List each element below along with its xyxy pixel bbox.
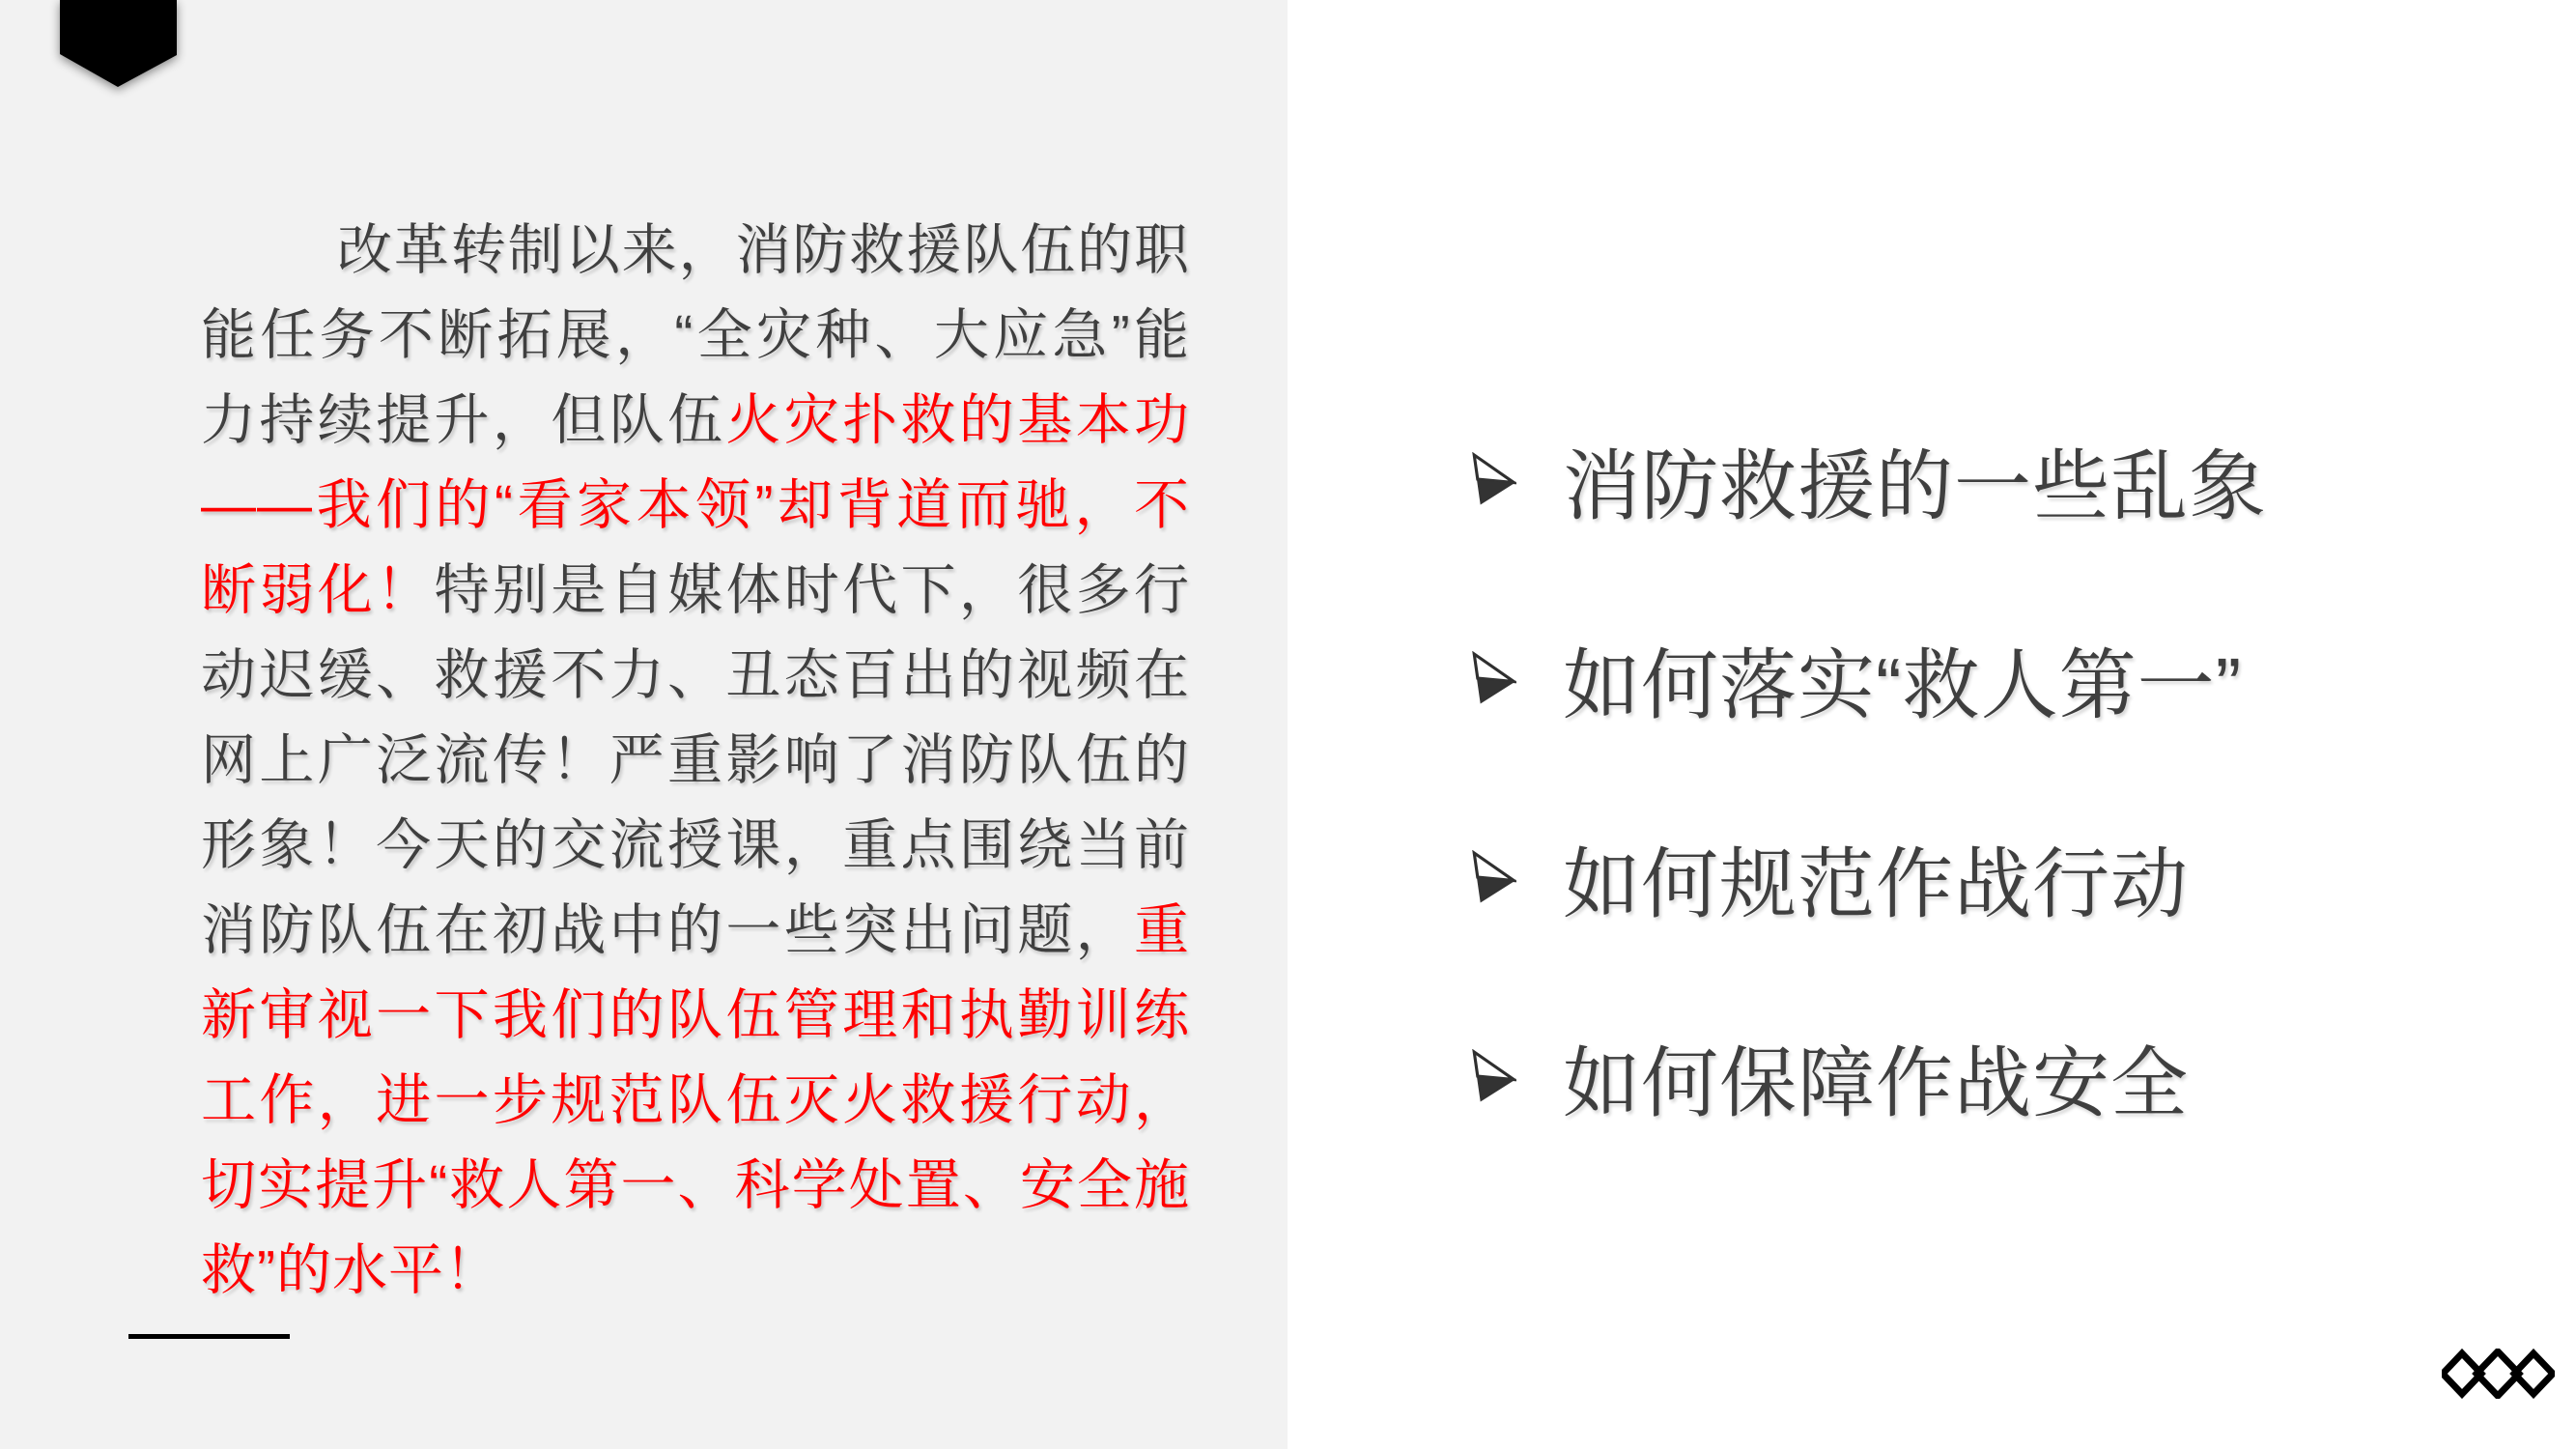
agenda-item xyxy=(1468,636,2267,728)
arrowhead-bullet-icon xyxy=(1468,850,1516,904)
arrowhead-bullet-icon xyxy=(1468,452,1516,506)
intro-paragraph xyxy=(201,208,1190,1313)
paragraph-segment-red: 火灾扑救的基本功——我们的“看家本领”却背道而驰，不断弱化！ xyxy=(201,389,1190,621)
agenda-item-label: 如何落实“救人第一” xyxy=(1563,641,2243,728)
agenda-item-label: 消防救援的一些乱象 xyxy=(1563,442,2267,529)
triple-diamond-icon xyxy=(2442,1349,2555,1399)
agenda-item xyxy=(1468,437,2267,529)
paragraph-segment-dark: 特别是自媒体时代下，很多行动迟缓、救援不力、丑态百出的视频在网上广泛流传！严重影响了消防队伍的形象！今天的交流授课，重点围绕当前消防队伍在初战中的一些突出问题， xyxy=(201,559,1190,961)
agenda-list xyxy=(1468,437,2267,1233)
arrowhead-bullet-icon xyxy=(1468,1049,1516,1103)
agenda-item xyxy=(1468,835,2267,927)
paragraph-segment-dark: 改革转制以来，消防救援队伍的职能任务不断拓展，“全灾种、大应急”能力持续提升，但队伍 xyxy=(201,219,1190,451)
agenda-item-label: 如何规范作战行动 xyxy=(1563,840,2189,927)
bookmark-icon xyxy=(60,0,177,89)
agenda-item xyxy=(1468,1034,2267,1126)
paragraph-underline xyxy=(128,1334,290,1339)
agenda-item-label: 如何保障作战安全 xyxy=(1563,1039,2189,1126)
arrowhead-bullet-icon xyxy=(1468,651,1516,705)
paragraph-segment-red: 重新审视一下我们的队伍管理和执勤训练工作，进一步规范队伍灭火救援行动，切实提升“救人第一、科学处置、安全施救”的水平！ xyxy=(201,899,1190,1301)
